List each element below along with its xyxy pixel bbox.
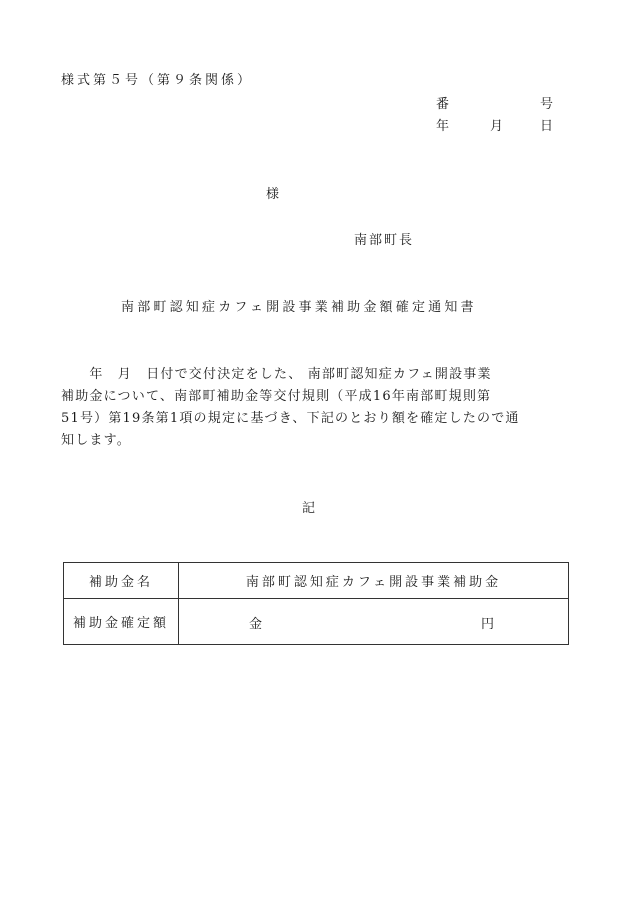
sender-name: 南部町長 [354,233,415,248]
date-day-label: 日 [540,119,554,134]
table-row-confirmed-amount [64,599,569,645]
body-line: 年 月 日付で交付決定をした、 南部町認知症カフェ開設事業 [61,367,492,382]
amount-suffix: 円 [481,617,495,632]
body-line: 51号）第19条第1項の規定に基づき、下記のとおり額を確定したので通 [61,411,520,426]
ki-heading: 記 [302,501,316,516]
subsidy-name-value: 南部町認知症カフェ開設事業補助金 [179,563,569,599]
document-number-unit: 号 [540,97,554,112]
date-year-label: 年 [436,119,450,134]
addressee-honorific: 様 [266,187,280,202]
table-row-subsidy-name [64,563,569,599]
date-month-label: 月 [490,119,504,134]
document-title: 南部町認知症カフェ開設事業補助金額確定通知書 [121,300,477,315]
document-number-label: 番 [436,97,450,112]
amount-prefix: 金 [249,617,263,632]
body-paragraph [61,364,561,452]
confirmed-amount-value [179,599,569,645]
subsidy-name-label: 補助金名 [64,563,179,599]
body-line: 知します。 [61,433,131,448]
confirmed-amount-label: 補助金確定額 [64,599,179,645]
body-line: 補助金について、南部町補助金等交付規則（平成16年南部町規則第 [61,389,492,404]
form-number-label: 様式第５号（第９条関係） [61,73,254,88]
subsidy-table [63,562,569,645]
